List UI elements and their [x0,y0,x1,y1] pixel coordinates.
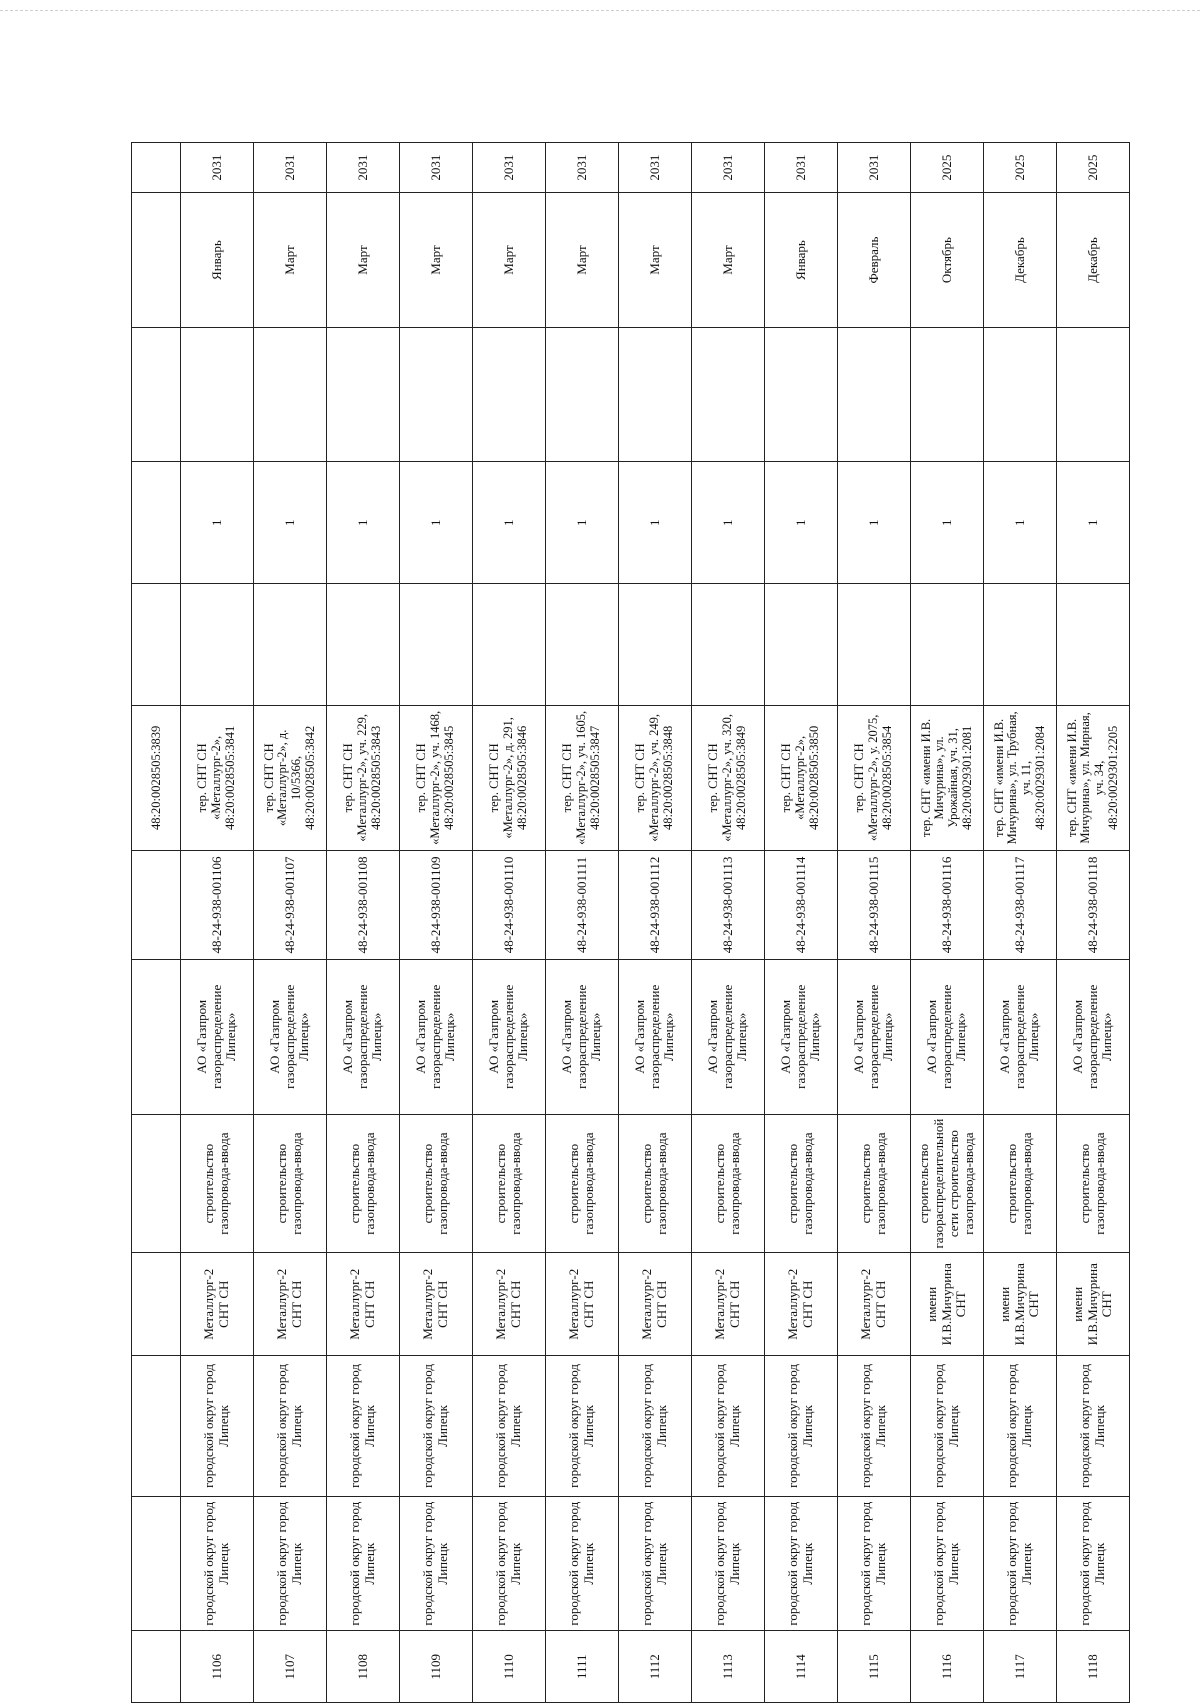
cell-address: тер. СНТ СН «Металлург-2», уч. 320, 48:20:0028505:3849 [692,705,765,850]
cell-count: 1 [473,462,546,584]
cell-snt-name: имени И.В.Мичурина СНТ [984,1253,1057,1356]
cell-snt-name: Металлург-2 СНТ СН [619,1253,692,1356]
cell-object-code: 48-24-938-001114 [765,850,838,959]
table-row [619,143,692,1703]
cell-address: тер. СНТ СН «Металлург-2», 48:20:0028505:3841 [181,705,254,850]
cell-organization: АО «Газпром газораспределение Липецк» [765,959,838,1114]
cell-work-type: строительство газопровода-ввода [838,1114,911,1253]
cell-organization: АО «Газпром газораспределение Липецк» [1057,959,1130,1114]
cell-organization: АО «Газпром газораспределение Липецк» [254,959,327,1114]
cell-empty [984,584,1057,706]
cell-empty [132,1496,181,1631]
cell-year: 2031 [619,143,692,193]
cell-work-type: строительство газораспределительной сети строительство газопровода-ввода [911,1114,984,1253]
cell-address: тер. СНТ «имени И.В. Мичурина», ул. Мирная, уч. 34, 48:20:0029301:2205 [1057,705,1130,850]
cell-address: тер. СНТ СН «Металлург-2», д. 10/5366, 48:20:0028505:3842 [254,705,327,850]
cell-municipality: городской округ город Липецк [327,1496,400,1631]
cell-empty [765,584,838,706]
cell-snt-name: имени И.В.Мичурина СНТ [911,1253,984,1356]
cell-empty [838,327,911,462]
cell-empty [692,584,765,706]
cell-object-code: 48-24-938-001108 [327,850,400,959]
cell-month: Февраль [838,193,911,328]
cell-month: Март [619,193,692,328]
cell-empty [473,584,546,706]
cell-empty [132,1253,181,1356]
cell-empty [132,1631,181,1703]
cell-empty [181,327,254,462]
cell-organization: АО «Газпром газораспределение Липецк» [546,959,619,1114]
cell-municipality: городской округ город Липецк [546,1496,619,1631]
cell-address: тер. СНТ СН «Металлург-2», уч. 249, 48:20:0028505:3848 [619,705,692,850]
table-row [254,143,327,1703]
cell-month: Декабрь [984,193,1057,328]
cell-month: Март [327,193,400,328]
cell-address: тер. СНТ «имени И.В. Мичурина», ул. Урожайная, уч. 31, 48:20:0029301:2081 [911,705,984,850]
cell-empty [181,584,254,706]
cell-year: 2031 [254,143,327,193]
cell-address: тер. СНТ СН «Металлург-2», уч. 229, 48:20:0028505:3843 [327,705,400,850]
cell-empty [400,584,473,706]
cell-count: 1 [400,462,473,584]
cell-empty [1057,327,1130,462]
cell-cadastral-number: 48:20:0028505:3839 [132,705,181,850]
cell-work-type: строительство газопровода-ввода [546,1114,619,1253]
cell-year: 2025 [1057,143,1130,193]
cell-municipality: городской округ город Липецк [984,1496,1057,1631]
cell-year: 2031 [692,143,765,193]
cell-count: 1 [546,462,619,584]
cell-settlement: городской округ город Липецк [181,1356,254,1497]
cell-organization: АО «Газпром газораспределение Липецк» [400,959,473,1114]
cell-address: тер. СНТ СН «Металлург-2», д. 291, 48:20:0028505:3846 [473,705,546,850]
cell-settlement: городской округ город Липецк [838,1356,911,1497]
cell-empty [132,193,181,328]
cell-work-type: строительство газопровода-ввода [984,1114,1057,1253]
cell-settlement: городской округ город Липецк [546,1356,619,1497]
table-row [546,143,619,1703]
cell-year: 2031 [473,143,546,193]
cell-month: Декабрь [1057,193,1130,328]
cell-municipality: городской округ город Липецк [254,1496,327,1631]
cell-row-number: 1109 [400,1631,473,1703]
cell-row-number: 1112 [619,1631,692,1703]
cell-empty [254,584,327,706]
cell-snt-name: Металлург-2 СНТ СН [546,1253,619,1356]
cell-year: 2031 [546,143,619,193]
cell-settlement: городской округ город Липецк [911,1356,984,1497]
cell-year: 2031 [765,143,838,193]
cell-work-type: строительство газопровода-ввода [400,1114,473,1253]
cell-count: 1 [1057,462,1130,584]
cell-snt-name: Металлург-2 СНТ СН [181,1253,254,1356]
cell-month: Январь [765,193,838,328]
table-row [692,143,765,1703]
cell-count: 1 [692,462,765,584]
cell-empty [911,327,984,462]
table-row [984,143,1057,1703]
cell-municipality: городской округ город Липецк [911,1496,984,1631]
cell-object-code: 48-24-938-001111 [546,850,619,959]
cell-empty [911,584,984,706]
cell-count: 1 [838,462,911,584]
cell-empty [619,327,692,462]
cell-municipality: городской округ город Липецк [765,1496,838,1631]
cell-month: Март [546,193,619,328]
cell-count: 1 [327,462,400,584]
cell-row-number: 1106 [181,1631,254,1703]
cell-settlement: городской округ город Липецк [473,1356,546,1497]
cell-empty [838,584,911,706]
cell-object-code: 48-24-938-001107 [254,850,327,959]
cell-empty [546,584,619,706]
cell-empty [254,327,327,462]
cell-empty [132,1356,181,1497]
cell-year: 2025 [984,143,1057,193]
cell-snt-name: Металлург-2 СНТ СН [692,1253,765,1356]
cell-municipality: городской округ город Липецк [181,1496,254,1631]
cell-work-type: строительство газопровода-ввода [1057,1114,1130,1253]
cell-work-type: строительство газопровода-ввода [327,1114,400,1253]
cell-municipality: городской округ город Липецк [473,1496,546,1631]
cell-empty [765,327,838,462]
cell-snt-name: Металлург-2 СНТ СН [327,1253,400,1356]
continuation-row [132,143,181,1703]
cell-row-number: 1114 [765,1631,838,1703]
cell-empty [132,327,181,462]
cell-row-number: 1107 [254,1631,327,1703]
cell-month: Март [692,193,765,328]
cell-municipality: городской округ город Липецк [1057,1496,1130,1631]
cell-year: 2031 [327,143,400,193]
cell-count: 1 [765,462,838,584]
cell-empty [132,462,181,584]
cell-empty [984,327,1057,462]
cell-organization: АО «Газпром газораспределение Липецк» [911,959,984,1114]
cell-address: тер. СНТ СН «Металлург-2», уч. 1605, 48:20:0028505:3847 [546,705,619,850]
cell-empty [1057,584,1130,706]
cell-empty [327,327,400,462]
cell-month: Март [473,193,546,328]
page-top-rule [0,10,1200,11]
cell-work-type: строительство газопровода-ввода [619,1114,692,1253]
cell-settlement: городской округ город Липецк [254,1356,327,1497]
cell-work-type: строительство газопровода-ввода [254,1114,327,1253]
cell-count: 1 [911,462,984,584]
cell-empty [132,959,181,1114]
cell-empty [327,584,400,706]
cell-row-number: 1108 [327,1631,400,1703]
table-row [1057,143,1130,1703]
cell-organization: АО «Газпром газораспределение Липецк» [692,959,765,1114]
cell-snt-name: Металлург-2 СНТ СН [473,1253,546,1356]
cell-organization: АО «Газпром газораспределение Липецк» [838,959,911,1114]
cell-count: 1 [254,462,327,584]
cell-row-number: 1113 [692,1631,765,1703]
cell-row-number: 1116 [911,1631,984,1703]
cell-object-code: 48-24-938-001117 [984,850,1057,959]
cell-snt-name: Металлург-2 СНТ СН [838,1253,911,1356]
cell-settlement: городской округ город Липецк [400,1356,473,1497]
gasification-schedule-table [131,142,1130,1703]
cell-address: тер. СНТ СН «Металлург-2», 48:20:0028505:3850 [765,705,838,850]
cell-object-code: 48-24-938-001116 [911,850,984,959]
rotated-page [131,142,1120,1703]
cell-object-code: 48-24-938-001110 [473,850,546,959]
cell-year: 2031 [181,143,254,193]
cell-empty [400,327,473,462]
cell-row-number: 1118 [1057,1631,1130,1703]
cell-settlement: городской округ город Липецк [619,1356,692,1497]
cell-address: тер. СНТ СН «Металлург-2», у. 2075, 48:20:0028505:3854 [838,705,911,850]
cell-month: Октябрь [911,193,984,328]
cell-organization: АО «Газпром газораспределение Липецк» [181,959,254,1114]
cell-empty [132,143,181,193]
cell-empty [132,584,181,706]
cell-snt-name: Металлург-2 СНТ СН [765,1253,838,1356]
cell-year: 2031 [838,143,911,193]
cell-empty [546,327,619,462]
cell-work-type: строительство газопровода-ввода [765,1114,838,1253]
cell-organization: АО «Газпром газораспределение Липецк» [327,959,400,1114]
cell-work-type: строительство газопровода-ввода [692,1114,765,1253]
cell-settlement: городской округ город Липецк [327,1356,400,1497]
cell-municipality: городской округ город Липецк [619,1496,692,1631]
cell-row-number: 1111 [546,1631,619,1703]
cell-snt-name: Металлург-2 СНТ СН [400,1253,473,1356]
cell-count: 1 [181,462,254,584]
cell-year: 2025 [911,143,984,193]
cell-month: Март [400,193,473,328]
cell-settlement: городской округ город Липецк [765,1356,838,1497]
cell-snt-name: Металлург-2 СНТ СН [254,1253,327,1356]
cell-settlement: городской округ город Липецк [984,1356,1057,1497]
cell-empty [132,850,181,959]
cell-count: 1 [619,462,692,584]
table-row [911,143,984,1703]
cell-row-number: 1115 [838,1631,911,1703]
cell-empty [692,327,765,462]
cell-address: тер. СНТ СН «Металлург-2», уч. 1468, 48:20:0028505:3845 [400,705,473,850]
cell-municipality: городской округ город Липецк [838,1496,911,1631]
table-row [765,143,838,1703]
table-row [473,143,546,1703]
cell-object-code: 48-24-938-001106 [181,850,254,959]
cell-object-code: 48-24-938-001115 [838,850,911,959]
cell-work-type: строительство газопровода-ввода [473,1114,546,1253]
cell-settlement: городской округ город Липецк [1057,1356,1130,1497]
rotated-table-container [131,142,1120,1703]
cell-row-number: 1117 [984,1631,1057,1703]
table-row [181,143,254,1703]
cell-month: Январь [181,193,254,328]
table-row [838,143,911,1703]
cell-snt-name: имени И.В.Мичурина СНТ [1057,1253,1130,1356]
table-row [400,143,473,1703]
cell-municipality: городской округ город Липецк [692,1496,765,1631]
cell-municipality: городской округ город Липецк [400,1496,473,1631]
cell-count: 1 [984,462,1057,584]
cell-object-code: 48-24-938-001118 [1057,850,1130,959]
cell-organization: АО «Газпром газораспределение Липецк» [473,959,546,1114]
cell-address: тер. СНТ «имени И.В. Мичурина», ул. Трубная, уч. 11, 48:20:0029301:2084 [984,705,1057,850]
table-row [327,143,400,1703]
cell-month: Март [254,193,327,328]
cell-organization: АО «Газпром газораспределение Липецк» [619,959,692,1114]
cell-empty [619,584,692,706]
cell-settlement: городской округ город Липецк [692,1356,765,1497]
cell-empty [473,327,546,462]
cell-empty [132,1114,181,1253]
cell-year: 2031 [400,143,473,193]
table-body [132,143,1130,1703]
cell-row-number: 1110 [473,1631,546,1703]
cell-work-type: строительство газопровода-ввода [181,1114,254,1253]
cell-object-code: 48-24-938-001113 [692,850,765,959]
cell-organization: АО «Газпром газораспределение Липецк» [984,959,1057,1114]
cell-object-code: 48-24-938-001112 [619,850,692,959]
cell-object-code: 48-24-938-001109 [400,850,473,959]
